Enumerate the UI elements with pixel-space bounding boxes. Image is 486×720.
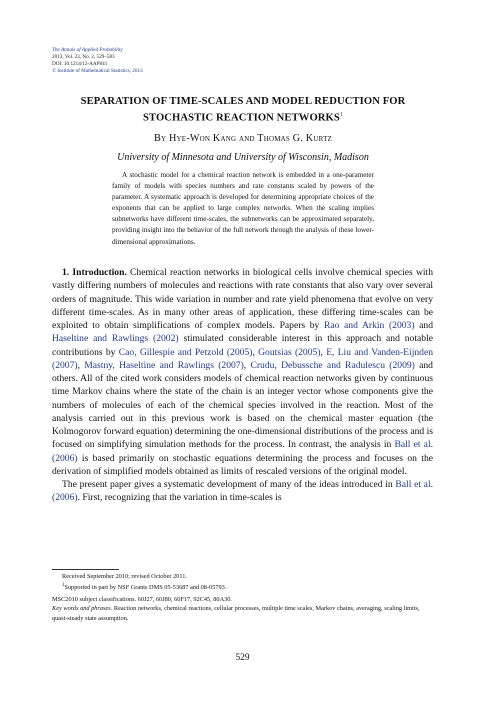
paragraph-text: The present paper gives a systematic development of many of the ideas introduced in <box>62 479 396 490</box>
paragraph-text: Chemical reaction networks in biological cells involve chemical species with vastly differing numbers of molecules and reactions with rate constants that also vary over several orders of magnitude. This wide variation in number and rate yield phenomena that evolve on very different time-scales. As in many other areas of application, these differing time-scales can be exploited to obtain simplifications of complex models. Papers by <box>52 267 433 331</box>
title-footnote-mark[interactable]: 1 <box>339 111 343 118</box>
paragraph-1 <box>52 266 433 478</box>
citation-link[interactable]: Ball et al. (2006) <box>52 479 434 504</box>
citation-link[interactable]: Ball et al. (2006) <box>52 439 434 464</box>
support-note <box>52 581 433 593</box>
separator: , <box>77 359 85 371</box>
copyright-link[interactable]: © Institute of Mathematical Statistics, 2013 <box>52 68 143 75</box>
received-dates: Received September 2010; revised October 2011. <box>62 573 187 580</box>
footnote-divider <box>52 569 119 570</box>
footnotes-lower <box>52 595 433 623</box>
keywords-label: Key words and phrases. <box>52 605 113 613</box>
support-text: Supported in part by NSF Grants DMS 05-53687 and 08-05793. <box>64 584 227 592</box>
abstract: A stochastic model for a chemical reaction network is embedded in a one-parameter family of models with species numbers and rate constants scaled by powers of the parameter. A systematic approach is developed for determining appropriate choices of the exponents that can be applied to large complex networks. When the scaling implies subnetworks have different time-scales, the subnetworks can be approximated separately, providing insight into the behavior of the full network through the analysis of these lower-dimensional approximations. <box>112 171 374 246</box>
title-line-2: STOCHASTIC REACTION NETWORKS <box>143 112 340 124</box>
journal-name-link[interactable]: The Annals of Applied Probability <box>52 47 123 53</box>
volume-pages: 2013, Vol. 23, No. 2, 529–583 <box>52 54 115 61</box>
affiliation: University of Minnesota and University of Wisconsin, Madison <box>117 152 369 163</box>
citation-link[interactable]: Mastny, Haseltine and Rawlings (2007) <box>84 359 244 371</box>
keywords <box>52 604 433 623</box>
separator: , <box>252 346 259 358</box>
paragraph-text: . First, recognizing that the variation in time-scales is <box>77 492 282 504</box>
citation-link[interactable]: Haseltine and Rawlings (2002) <box>52 333 179 345</box>
separator: , <box>320 346 327 358</box>
msc-values: 60J27, 60J80, 60F17, 92C45, 80A30. <box>136 596 233 603</box>
citation-link[interactable]: Goutsias (2005) <box>258 346 321 358</box>
citation-link[interactable]: Rao and Arkin (2003) <box>323 320 415 331</box>
journal-header <box>52 47 143 75</box>
paragraph-text: and <box>414 320 433 331</box>
paragraph-text: stimulated considerable interest in this approach and notable contributions by <box>52 333 433 358</box>
separator: , <box>243 359 251 371</box>
doi: DOI: 10.1214/12-AAP841 <box>52 61 108 68</box>
paragraph-text: is based primarily on stochastic equations determining the process and focuses on the derivation of simplified models obtained as limits of rescaled versions of the original model. <box>52 452 433 477</box>
citation-link[interactable]: Crudu, Debussche and Radulescu (2009) <box>250 359 415 371</box>
page-number: 529 <box>235 653 250 663</box>
citation-link[interactable]: E, Liu and Vanden-Eijnden (2007) <box>52 346 434 371</box>
title-line-1: SEPARATION OF TIME-SCALES AND MODEL REDUCTION FOR <box>80 96 406 107</box>
paper-title <box>40 96 446 125</box>
paragraph-2 <box>52 478 433 505</box>
citation-link[interactable]: Cao, Gillespie and Petzold (2005) <box>118 346 253 358</box>
keywords-values: Reaction networks, chemical reactions, cellular processes, multiple time scales, Markov chains, averaging, scaling limits, quasi-steady state assumption. <box>52 605 420 622</box>
paragraph-text: and others. All of the cited work considers models of chemical reaction networks given by continuous time Markov chains where the state of the chain is an integer vector whose components give the numbers of molecules of each of the chemical species involved in the reaction. Most of the analysis carried out in this previous work is based on the chemical master equation (the Kolmogorov forward equation) determining the one-dimensional distributions of the process and is focused on simplifying simulation methods for the process. In contrast, the analysis in <box>52 359 433 451</box>
footnotes-upper <box>52 572 433 593</box>
article-body <box>52 266 433 505</box>
support-footnote-mark: 1 <box>62 583 65 589</box>
msc-label: MSC2010 subject classifications. <box>52 596 137 603</box>
authors: By Hye-Won Kang and Thomas G. Kurtz <box>153 133 333 144</box>
msc-classifications <box>52 595 433 604</box>
section-heading: 1. Introduction. <box>62 267 127 278</box>
